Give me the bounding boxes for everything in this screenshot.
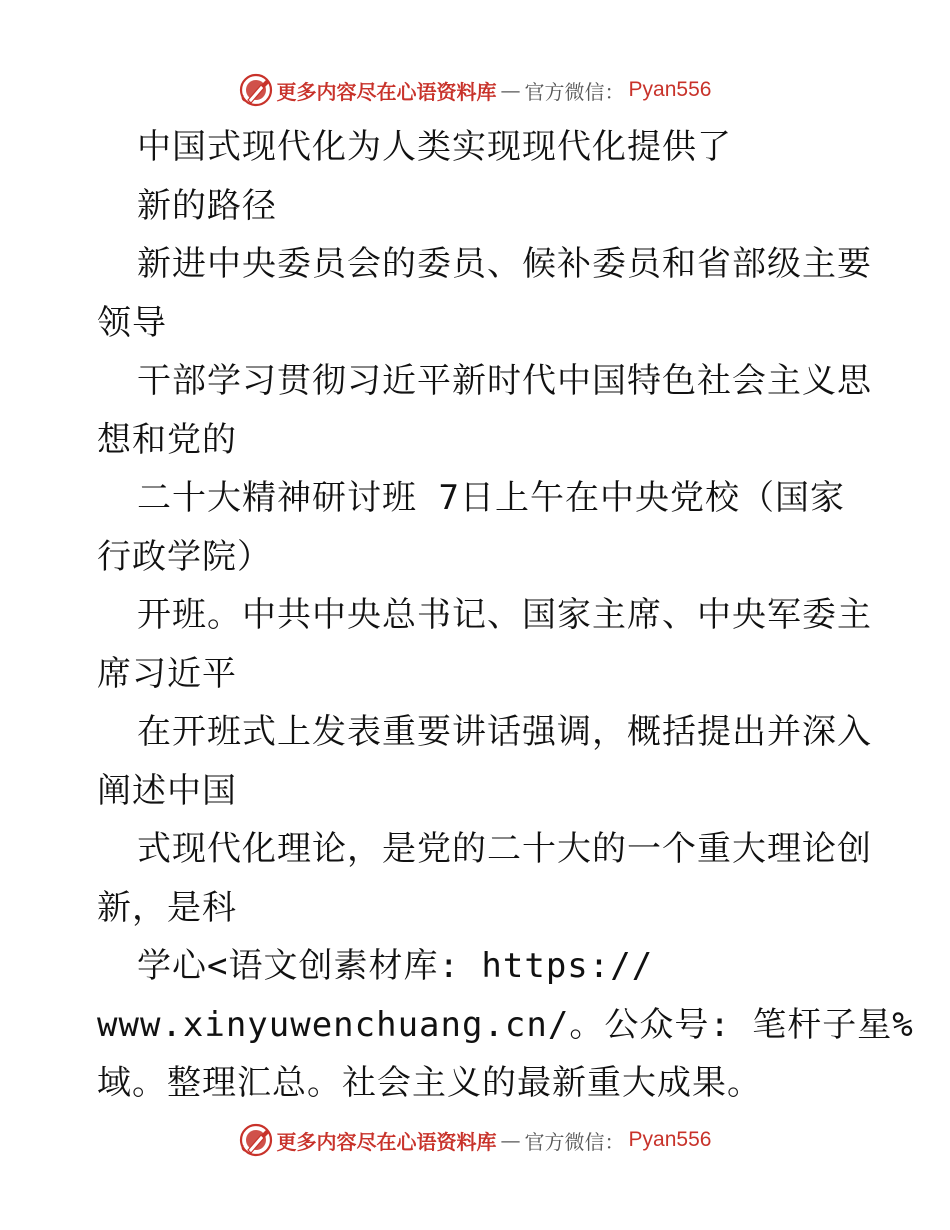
header-watermark-banner (0, 70, 950, 110)
article-body (97, 118, 914, 1113)
header-banner-text: 更多内容尽在心语资料库 (276, 79, 497, 104)
footer-official-label: 官方微信： (524, 1129, 625, 1154)
body-line: 在开班式上发表重要讲话强调，概括提出并深入 (137, 712, 872, 752)
body-line: 行政学院） (97, 536, 272, 577)
body-line: 干部学习贯彻习近平新时代中国特色社会主义思 (137, 361, 872, 401)
body-line: 域。整理汇总。社会主义的最新重大成果。 (97, 1063, 762, 1103)
footer-banner-text: 更多内容尽在心语资料库 (276, 1129, 497, 1154)
body-line: 新，是科 (97, 887, 237, 928)
header-official-label: 官方微信： (524, 79, 625, 104)
body-line: 学心<语文创素材库: https:// (137, 946, 654, 986)
header-separator: — (500, 78, 521, 102)
pen-logo-icon (239, 73, 273, 107)
body-line: 领导 (97, 302, 167, 343)
pen-logo-icon (239, 1123, 273, 1157)
footer-separator: — (500, 1128, 521, 1152)
footer-wechat-id: Pyan556 (628, 1128, 712, 1151)
body-line: 开班。中共中央总书记、国家主席、中央军委主 (137, 595, 872, 635)
body-line: 想和党的 (97, 419, 237, 460)
body-line: 席习近平 (97, 653, 237, 694)
body-line: 中国式现代化为人类实现现代化提供了 (137, 127, 732, 167)
body-line: 阐述中国 (97, 770, 237, 811)
body-line: 新的路径 (137, 185, 277, 226)
body-line: 式现代化理论，是党的二十大的一个重大理论创 (137, 829, 872, 869)
footer-watermark-banner (0, 1120, 950, 1160)
header-wechat-id: Pyan556 (628, 78, 712, 101)
body-line: 二十大精神研讨班 7日上午在中央党校（国家 (137, 478, 845, 518)
body-line: www.xinyuwenchuang.cn/。公众号: 笔杆子星% (97, 1004, 914, 1045)
body-line: 新进中央委员会的委员、候补委员和省部级主要 (137, 244, 872, 284)
